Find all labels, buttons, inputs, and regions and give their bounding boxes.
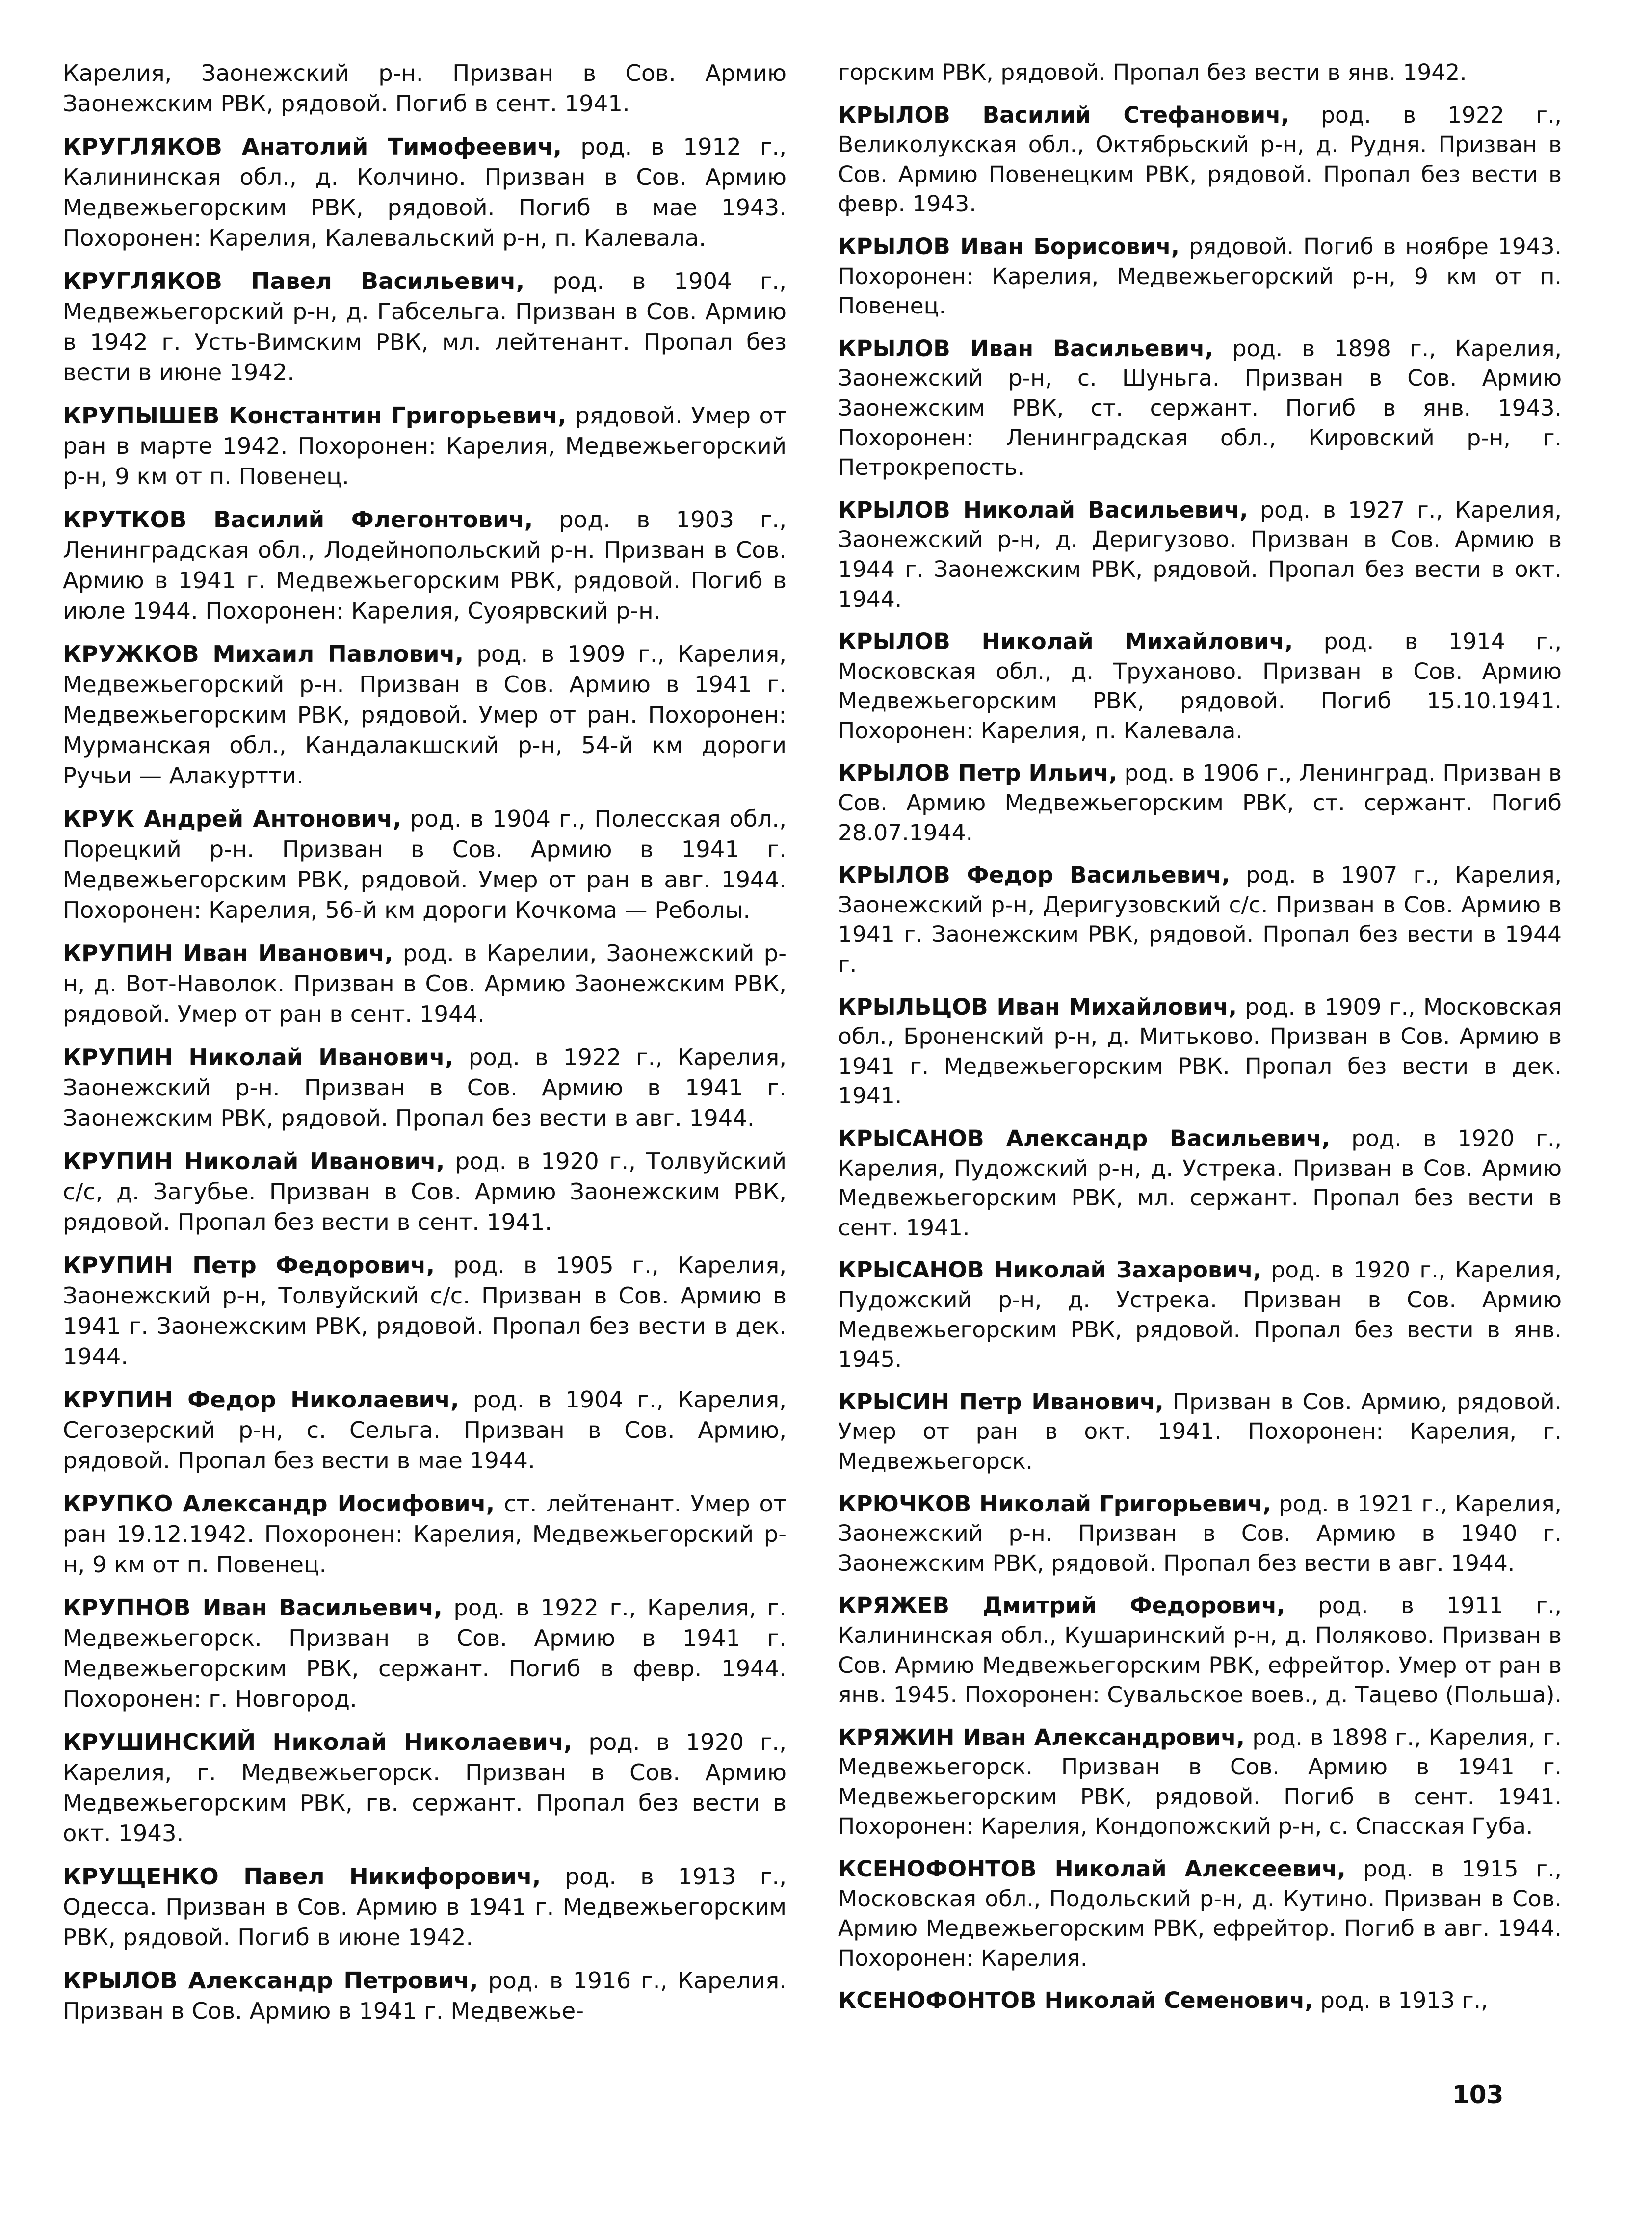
entry [63, 1592, 787, 1714]
entry-text: род. в 1920 г., Карелия, г. Медвежьегорск. Призван в Сов. Армию Медвежьегорским РВК, гв. сержант. Пропал без вести в окт. 1943. [63, 1729, 787, 1847]
entry [63, 58, 787, 119]
entry [838, 992, 1562, 1111]
entry [838, 58, 1562, 88]
entry [838, 1986, 1562, 2016]
entry-name: КРЫЛОВ Петр Ильич, [838, 760, 1118, 786]
entry-name: КРЫЛОВ Александр Петрович, [63, 1967, 478, 1994]
entry [63, 1146, 787, 1237]
entry-name: КРУЖКОВ Михаил Павлович, [63, 641, 464, 667]
entry-text: рядовой. Умер от ран в марте 1942. Похоронен: Карелия, Медвежьегорский р-н, 9 км от п. Повенец. [63, 402, 787, 490]
entry-text: род. в 1915 г., Московская обл., Подольский р-н, д. Кутино. Призван в Сов. Армию Медвежьегорским РВК, ефрейтор. Погиб в авг. 1944. Похоронен: Карелия. [838, 1856, 1562, 1971]
entry-text: род. в 1920 г., Толвуйский с/с, д. Загубье. Призван в Сов. Армию Заонежским РВК, рядовой. Пропал без вести в сент. 1941. [63, 1148, 787, 1235]
entry-text: род. в 1922 г., Карелия, Заонежский р-н. Призван в Сов. Армию в 1941 г. Заонежским РВК, рядовой. Пропал без вести в авг. 1944. [63, 1044, 787, 1131]
entry-name: КРЫСАНОВ Александр Васильевич, [838, 1125, 1330, 1151]
entry [838, 1854, 1562, 1973]
entry-name: КРУПИН Петр Федорович, [63, 1252, 435, 1278]
entry-name: КРУГЛЯКОВ Павел Васильевич, [63, 268, 525, 294]
entry-text: род. в 1922 г., Карелия, г. Медвежьегорск. Призван в Сов. Армию в 1941 г. Медвежьегорским РВК, сержант. Погиб в февр. 1944. Похоронен: г. Новгород. [63, 1594, 787, 1712]
entry [838, 1124, 1562, 1243]
entry-text: род. в 1916 г., Карелия. Призван в Сов. Армию в 1941 г. Медвежье- [63, 1967, 787, 2024]
entry-text: род. в Карелии, Заонежский р-н, д. Вот-Наволок. Призван в Сов. Армию Заонежским РВК, рядовой. Умер от ран в сент. 1944. [63, 940, 787, 1027]
entry [838, 860, 1562, 979]
entry-name: КРЫЛОВ Федор Васильевич, [838, 862, 1230, 888]
entry [838, 1723, 1562, 1842]
page-number: 103 [1452, 2081, 1504, 2109]
entry-name: КСЕНОФОНТОВ Николай Алексеевич, [838, 1856, 1346, 1882]
entry-name: КРЫЛОВ Василий Стефанович, [838, 102, 1289, 128]
entry-name: КРУПИН Николай Иванович, [63, 1148, 445, 1174]
entry [63, 400, 787, 492]
entry-text: рядовой. Погиб в ноябре 1943. Похоронен: Карелия, Медвежьегорский р-н, 9 км от п. Повенец. [838, 233, 1562, 319]
entry-text: род. в 1912 г., Калининская обл., д. Колчино. Призван в Сов. Армию Медвежьегорским РВК, рядовой. Погиб в мае 1943. Похоронен: Карелия, Калевальский р-н, п. Калевала. [63, 133, 787, 251]
entry-name: КРЯЖЕВ Дмитрий Федорович, [838, 1592, 1285, 1619]
entry-name: КРЫЛЬЦОВ Иван Михайлович, [838, 993, 1237, 1020]
entry-text: род. в 1909 г., Московская обл., Броненский р-н, д. Митьково. Призван в Сов. Армию в 1941 г. Медвежьегорским РВК. Пропал без вести в дек. 1941. [838, 993, 1562, 1109]
entry-text: род. в 1920 г., Карелия, Пудожский р-н, д. Устрека. Призван в Сов. Армию Медвежьегорским РВК, рядовой. Пропал без вести в янв. 1945. [838, 1257, 1562, 1373]
entry-name: КРУПИН Федор Николаевич, [63, 1386, 459, 1413]
entry-text: род. в 1927 г., Карелия, Заонежский р-н, д. Деригузово. Призван в Сов. Армию в 1944 г. Заонежским РВК, рядовой. Пропал без вести в окт. 1944. [838, 496, 1562, 612]
entry [63, 504, 787, 626]
entry-text: род. в 1904 г., Медвежьегорский р-н, д. Габсельга. Призван в Сов. Армию в 1942 г. Усть-Вимским РВК, мл. лейтенант. Пропал без вести в июне 1942. [63, 268, 787, 386]
entry-name: КРУПКО Александр Иосифович, [63, 1490, 495, 1517]
entry [63, 1727, 787, 1849]
entry [63, 1250, 787, 1372]
entry-name: КРУПИН Иван Иванович, [63, 940, 393, 966]
entry [63, 1384, 787, 1476]
entry [63, 131, 787, 253]
entry-text: ст. лейтенант. Умер от ран 19.12.1942. Похоронен: Карелия, Медвежьегорский р-н, 9 км от п. Повенец. [63, 1490, 787, 1578]
entry-name: КРЫСИН Петр Иванович, [838, 1388, 1164, 1415]
entry [838, 495, 1562, 614]
right-column [838, 58, 1562, 2029]
entry-name: КРЮЧКОВ Николай Григорьевич, [838, 1490, 1271, 1517]
entry [838, 1489, 1562, 1579]
entry-name: КРУК Андрей Антонович, [63, 806, 402, 832]
entry-name: КРЫЛОВ Николай Михайлович, [838, 628, 1293, 655]
entry-text: род. в 1904 г., Полесская обл., Порецкий р-н. Призван в Сов. Армию в 1941 г. Медвежьегорским РВК, рядовой. Умер от ран в авг. 1944. Похоронен: Карелия, 56-й км дороги Кочкома — Реболы. [63, 806, 787, 923]
entry-text: род. в 1921 г., Карелия, Заонежский р-н. Призван в Сов. Армию в 1940 г. Заонежским РВК, рядовой. Пропал без вести в авг. 1944. [838, 1490, 1562, 1576]
entry-text: род. в 1913 г., Одесса. Призван в Сов. Армию в 1941 г. Медвежьегорским РВК, рядовой. Погиб в июне 1942. [63, 1863, 787, 1951]
left-column [63, 58, 787, 2039]
entry-name: КРЯЖИН Иван Александрович, [838, 1724, 1245, 1750]
entry [63, 938, 787, 1029]
entry-text: род. в 1898 г., Карелия, Заонежский р-н, с. Шуньга. Призван в Сов. Армию Заонежским РВК, ст. сержант. Погиб в янв. 1943. Похоронен: Ленинградская обл., Кировский р-н, г. Петрокрепость. [838, 335, 1562, 481]
entry [63, 266, 787, 388]
entry-text: род. в 1911 г., Калининская обл., Кушаринский р-н, д. Поляково. Призван в Сов. Армию Медвежьегорским РВК, ефрейтор. Умер от ран в янв. 1945. Похоронен: Сувальское воев., д. Тацево (Польша). [838, 1592, 1562, 1708]
entry [63, 639, 787, 791]
entry-name: КРЫЛОВ Иван Борисович, [838, 233, 1180, 260]
entry-text: Призван в Сов. Армию, рядовой. Умер от ран в окт. 1941. Похоронен: Карелия, г. Медвежьегорск. [838, 1388, 1562, 1474]
entry [838, 232, 1562, 321]
entry-name: КРЫЛОВ Иван Васильевич, [838, 335, 1213, 362]
entry [63, 1861, 787, 1953]
entry [838, 1255, 1562, 1374]
entry [838, 1387, 1562, 1477]
entry [63, 1042, 787, 1133]
entry-text: род. в 1904 г., Карелия, Сегозерский р-н, с. Сельга. Призван в Сов. Армию, рядовой. Пропал без вести в мае 1944. [63, 1386, 787, 1474]
entry-text: род. в 1922 г., Великолукская обл., Октябрьский р-н, д. Рудня. Призван в Сов. Армию Повенецким РВК, рядовой. Пропал без вести в февр. 1943. [838, 102, 1562, 217]
entry-text: род. в 1913 г., [1313, 1987, 1488, 2014]
entry-name: КСЕНОФОНТОВ Николай Семенович, [838, 1987, 1313, 2014]
entry [838, 758, 1562, 848]
entry-name: КРЫСАНОВ Николай Захарович, [838, 1257, 1262, 1283]
entry [838, 1591, 1562, 1710]
entry-name: КРУГЛЯКОВ Анатолий Тимофеевич, [63, 133, 562, 160]
entry-text: род. в 1905 г., Карелия, Заонежский р-н, Толвуйский с/с. Призван в Сов. Армию в 1941 г. Заонежским РВК, рядовой. Пропал без вести в дек. 1944. [63, 1252, 787, 1370]
entry-name: КРУПИН Николай Иванович, [63, 1044, 454, 1070]
entry-text: род. в 1906 г., Ленинград. Призван в Сов. Армию Медвежьегорским РВК, ст. сержант. Погиб 28.07.1944. [838, 760, 1562, 846]
entry-text: горским РВК, рядовой. Пропал без вести в янв. 1942. [838, 59, 1467, 85]
entry-text: род. в 1898 г., Карелия, г. Медвежьегорск. Призван в Сов. Армию в 1941 г. Медвежьегорским РВК, рядовой. Погиб в сент. 1941. Похоронен: Карелия, Кондопожский р-н, с. Спасская Губа. [838, 1724, 1562, 1840]
entry-name: КРУШИНСКИЙ Николай Николаевич, [63, 1729, 573, 1755]
entry [63, 1488, 787, 1580]
entry [838, 101, 1562, 219]
entry [838, 627, 1562, 746]
entry-name: КРУПНОВ Иван Васильевич, [63, 1594, 443, 1621]
entry-text: род. в 1909 г., Карелия, Медвежьегорский р-н. Призван в Сов. Армию в 1941 г. Медвежьегорским РВК, рядовой. Умер от ран. Похоронен: Мурманская обл., Кандалакшский р-н, 54-й км дороги Ручьи — Алакуртти. [63, 641, 787, 789]
entry-name: КРУПЫШЕВ Константин Григорьевич, [63, 402, 567, 429]
entry-text: род. в 1914 г., Московская обл., д. Труханово. Призван в Сов. Армию Медвежьегорским РВК, рядовой. Погиб 15.10.1941. Похоронен: Карелия, п. Калевала. [838, 628, 1562, 744]
entry-name: КРЫЛОВ Николай Васильевич, [838, 496, 1248, 523]
entry [63, 804, 787, 925]
entry [63, 1965, 787, 2026]
entry-text: род. в 1903 г., Ленинградская обл., Лодейнопольский р-н. Призван в Сов. Армию в 1941 г. Медвежьегорским РВК, рядовой. Погиб в июле 1944. Похоронен: Карелия, Суоярвский р-н. [63, 506, 787, 624]
entry-text: род. в 1920 г., Карелия, Пудожский р-н, д. Устрека. Призван в Сов. Армию Медвежьегорским РВК, мл. сержант. Пропал без вести в сент. 1941. [838, 1125, 1562, 1241]
entry-text: Карелия, Заонежский р-н. Призван в Сов. Армию Заонежским РВК, рядовой. Погиб в сент. 1941. [63, 60, 787, 117]
entry-name: КРУТКОВ Василий Флегонтович, [63, 506, 533, 533]
entry-text: род. в 1907 г., Карелия, Заонежский р-н, Деригузовский с/с. Призван в Сов. Армию в 1941 г. Заонежским РВК, рядовой. Пропал без вести в 1944 г. [838, 862, 1562, 978]
entry [838, 334, 1562, 483]
entry-name: КРУЩЕНКО Павел Никифорович, [63, 1863, 541, 1890]
